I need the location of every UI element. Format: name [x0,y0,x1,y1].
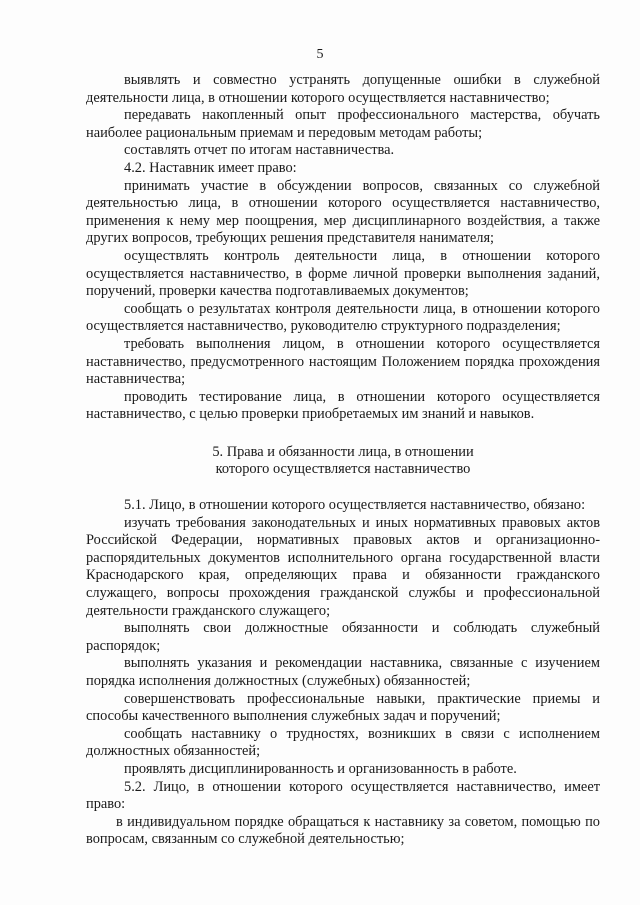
paragraph: передавать накопленный опыт профессионального мастерства, обучать наиболее рациональным приемам и передовым методам работы; [86,107,600,141]
paragraph: осуществлять контроль деятельности лица, в отношении которого осуществляется наставничество, в форме личной проверки выполнения заданий, поручений, проверки качества подготавливаемых документов; [86,247,600,300]
paragraph: выполнять указания и рекомендации наставника, связанные с изучением порядка исполнения должностных (служебных) обязанностей; [86,655,600,689]
paragraph: проявлять дисциплинированность и организованность в работе. [124,760,517,777]
paragraph: сообщать наставнику о трудностях, возникших в связи с исполнением должностных обязанностей; [86,725,600,760]
section-heading [86,444,600,479]
clause-heading: 5.2. Лицо, в отношении которого осуществляется наставничество, имеет право: [86,778,600,813]
paragraph: принимать участие в обсуждении вопросов, связанных со служебной деятельностью лица, в отношении которого осуществляется наставничество, применения к нему мер поощрения, мер дисциплинарного воздействия, а также других вопросов, требующих решения представителя нанимателя; [86,177,600,247]
paragraph: совершенствовать профессиональные навыки, практические приемы и способы качественного выполнения служебных задач и поручений; [86,690,600,725]
paragraph: составлять отчет по итогам наставничества. [124,142,395,159]
page-body [86,72,600,849]
section-heading-line: которого осуществляется наставничество [215,461,471,478]
paragraph: выполнять свои должностные обязанности и соблюдать служебный распорядок; [86,620,600,654]
paragraph: изучать требования законодательных и иных нормативных правовых актов Российской Федерации, нормативных правовых актов и организационно-распорядительных документов исполнительного органа государственной власти Краснодарского края, определяющих права и обязанности гражданского служащего, вопросы прохождения гражданской службы и профессиональной деятельности гражданского служащего; [86,514,600,619]
paragraph: требовать выполнения лицом, в отношении которого осуществляется наставничество, предусмотренного настоящим Положением порядка прохождения наставничества; [86,335,600,388]
section-heading-line: 5. Права и обязанности лица, в отношении [212,443,474,460]
paragraph: в индивидуальном порядке обращаться к наставнику за советом, помощью по вопросам, связанным со служебной деятельностью; [86,813,600,848]
paragraph: выявлять и совместно устранять допущенные ошибки в служебной деятельности лица, в отношении которого осуществляется наставничество; [86,72,600,106]
paragraph: сообщать о результатах контроля деятельности лица, в отношении которого осуществляется наставничество, руководителю структурного подразделения; [86,300,600,335]
page-number: 5 [316,47,324,62]
clause-heading: 5.1. Лицо, в отношении которого осуществляется наставничество, обязано: [124,497,586,514]
paragraph: проводить тестирование лица, в отношении которого осуществляется наставничество, с целью проверки приобретаемых им знаний и навыков. [86,388,600,423]
clause-heading: 4.2. Наставник имеет право: [124,159,297,176]
